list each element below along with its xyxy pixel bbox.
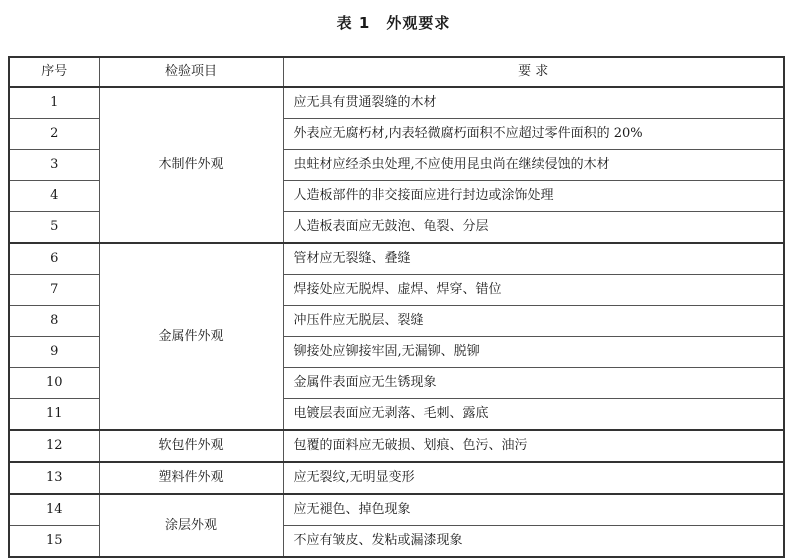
table-row xyxy=(9,243,784,275)
row-number: 12 xyxy=(9,430,99,462)
row-number: 9 xyxy=(9,337,99,368)
row-number: 1 xyxy=(9,87,99,119)
row-number: 3 xyxy=(9,150,99,181)
requirement-cell: 应无裂纹,无明显变形 xyxy=(283,462,784,494)
row-number: 6 xyxy=(9,243,99,275)
inspection-item-cell: 金属件外观 xyxy=(99,243,283,430)
requirement-cell: 应无褪色、掉色现象 xyxy=(283,494,784,526)
row-number: 4 xyxy=(9,181,99,212)
requirement-cell: 管材应无裂缝、叠缝 xyxy=(283,243,784,275)
row-number: 5 xyxy=(9,212,99,244)
table-caption xyxy=(0,12,787,33)
row-number: 7 xyxy=(9,275,99,306)
requirement-cell: 焊接处应无脱焊、虚焊、焊穿、错位 xyxy=(283,275,784,306)
requirement-cell: 人造板部件的非交接面应进行封边或涂饰处理 xyxy=(283,181,784,212)
header-requirement: 要 求 xyxy=(283,57,784,87)
row-number: 2 xyxy=(9,119,99,150)
inspection-item-cell: 涂层外观 xyxy=(99,494,283,557)
requirement-cell: 包覆的面料应无破损、划痕、色污、油污 xyxy=(283,430,784,462)
table-title: 外观要求 xyxy=(386,14,451,32)
header-serial-number: 序号 xyxy=(9,57,99,87)
table-row xyxy=(9,87,784,119)
row-number: 13 xyxy=(9,462,99,494)
requirement-cell: 人造板表面应无鼓泡、龟裂、分层 xyxy=(283,212,784,244)
row-number: 10 xyxy=(9,368,99,399)
appearance-requirements-table xyxy=(8,56,785,558)
inspection-item-cell: 软包件外观 xyxy=(99,430,283,462)
row-number: 14 xyxy=(9,494,99,526)
header-row xyxy=(9,57,784,87)
requirement-cell: 冲压件应无脱层、裂缝 xyxy=(283,306,784,337)
requirement-cell: 虫蛀材应经杀虫处理,不应使用昆虫尚在继续侵蚀的木材 xyxy=(283,150,784,181)
table-row xyxy=(9,462,784,494)
requirement-cell: 应无具有贯通裂缝的木材 xyxy=(283,87,784,119)
table-row xyxy=(9,430,784,462)
requirement-cell: 外表应无腐朽材,内表轻微腐朽面积不应超过零件面积的 20% xyxy=(283,119,784,150)
row-number: 8 xyxy=(9,306,99,337)
requirement-cell: 铆接处应铆接牢固,无漏铆、脱铆 xyxy=(283,337,784,368)
row-number: 15 xyxy=(9,526,99,558)
requirement-cell: 不应有皱皮、发粘或漏漆现象 xyxy=(283,526,784,558)
row-number: 11 xyxy=(9,399,99,431)
requirement-cell: 金属件表面应无生锈现象 xyxy=(283,368,784,399)
requirement-cell: 电镀层表面应无剥落、毛刺、露底 xyxy=(283,399,784,431)
inspection-item-cell: 木制件外观 xyxy=(99,87,283,243)
table-row xyxy=(9,494,784,526)
header-inspection-item: 检验项目 xyxy=(99,57,283,87)
table-number: 表 1 xyxy=(336,14,371,32)
inspection-item-cell: 塑料件外观 xyxy=(99,462,283,494)
